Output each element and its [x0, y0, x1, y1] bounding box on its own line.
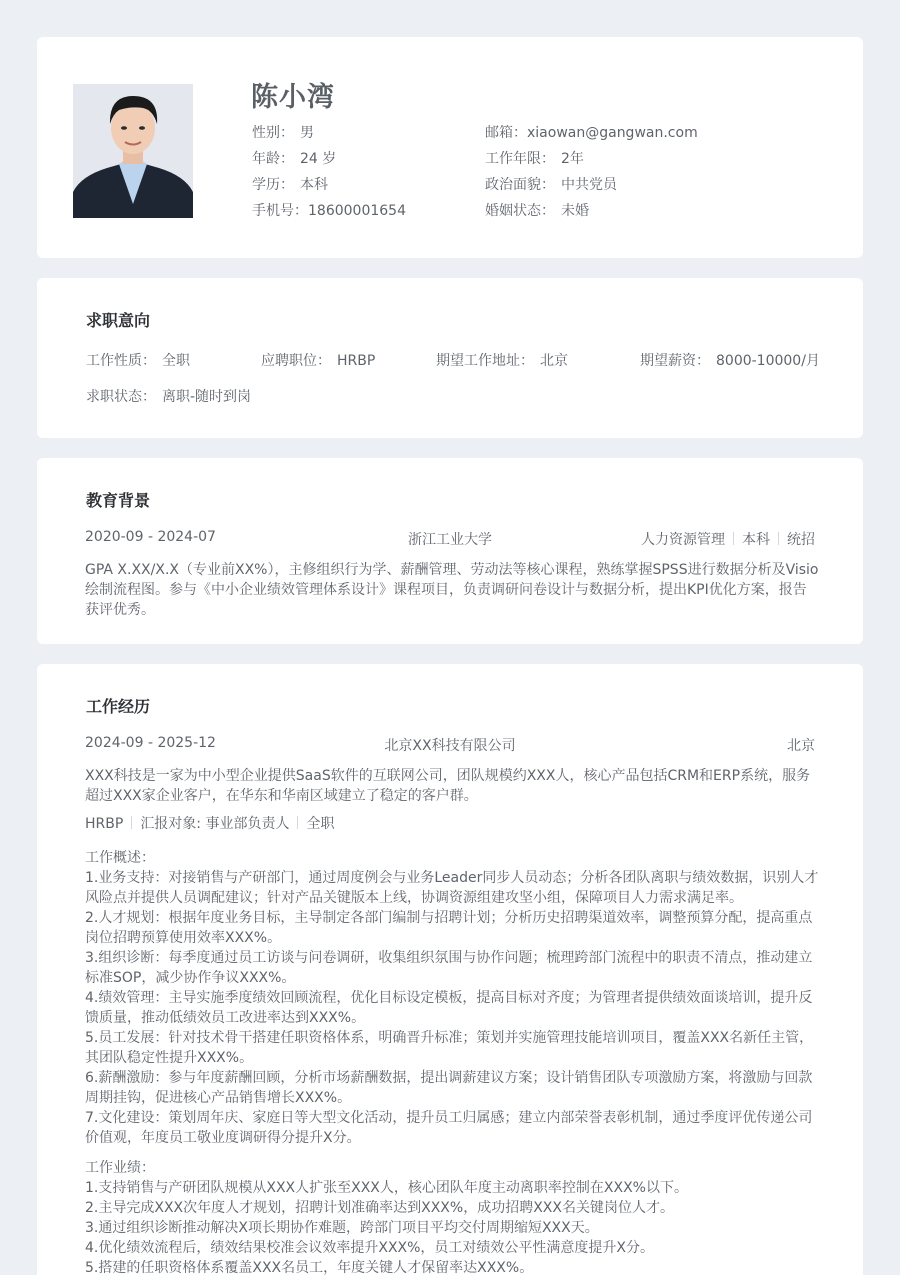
divider	[131, 816, 132, 829]
work-achievement-item: 5.搭建的任职资格体系覆盖XXX名员工，年度关键人才保留率达XXX%。	[85, 1260, 534, 1275]
work-tag-type: 全职	[306, 816, 335, 832]
degree-value: 本科	[300, 177, 328, 193]
age-row	[252, 146, 406, 172]
profile-card	[37, 37, 863, 258]
intent-value: 北京	[540, 353, 568, 369]
work-overview-title: 工作概述：	[85, 850, 155, 866]
education-school: 浙江工业大学	[408, 532, 492, 548]
marital-row	[485, 198, 698, 224]
education-period: 2020-09 - 2024-07	[85, 529, 216, 545]
intent-status	[86, 386, 251, 406]
phone-label: 手机号：	[252, 203, 308, 219]
work-overview-item: 7.文化建设：策划周年庆、家庭日等大型文化活动，提升员工归属感；建立内部荣誉表彰机制，通过季度评优传递公司价值观，年度员工敬业度调研得分提升X分。	[85, 1110, 813, 1146]
work-years-row	[485, 146, 698, 172]
work-overview-item: 6.薪酬激励：参与年度薪酬回顾，分析市场薪酬数据，提出调薪建议方案；设计销售团队专项激励方案，将激励与回款周期挂钩，促进核心产品销售增长XXX%。	[85, 1070, 813, 1106]
email-row	[485, 120, 698, 146]
intent-salary	[640, 350, 820, 370]
degree-label: 学历：	[252, 177, 294, 193]
intent-value: HRBP	[337, 353, 376, 369]
age-value: 24 岁	[300, 151, 337, 167]
divider	[778, 532, 779, 545]
intent-value: 离职-随时到岗	[162, 389, 252, 405]
profile-photo	[73, 84, 193, 218]
education-type: 统招	[787, 532, 815, 548]
work-achievement-item: 4.优化绩效流程后，绩效结果校准会议效率提升XXX%，员工对绩效公平性满意度提升X分。	[85, 1240, 655, 1256]
work-overview-item: 3.组织诊断：每季度通过员工访谈与问卷调研，收集组织氛围与协作问题；梳理跨部门流程中的职责不清点，推动建立标准SOP，减少协作争议XXX%。	[85, 950, 813, 986]
intent-location	[436, 350, 568, 370]
work-header-row	[85, 735, 815, 755]
work-overview	[85, 848, 820, 1148]
intent-value: 全职	[162, 353, 190, 369]
work-achievement-item: 3.通过组织诊断推动解决X项长期协作难题，跨部门项目平均交付周期缩短XXX天。	[85, 1220, 599, 1236]
education-degree: 本科	[742, 532, 770, 548]
education-description: GPA X.XX/X.X（专业前XX%），主修组织行为学、薪酬管理、劳动法等核心课程，熟练掌握SPSS进行数据分析及Visio绘制流程图。参与《中小企业绩效管理体系设计》课程项目，负责调研问卷设计与数据分析，提出KPI优化方案，报告获评优秀。	[85, 562, 819, 618]
gender-value: 男	[300, 125, 314, 141]
work-tags	[85, 813, 334, 833]
job-intent-card	[37, 278, 863, 438]
work-overview-item: 4.绩效管理：主导实施季度绩效回顾流程，优化目标设定模板，提高目标对齐度；为管理者提供绩效面谈培训，提升反馈质量，推动低绩效员工改进率达到XXX%。	[85, 990, 813, 1026]
intent-label: 应聘职位：	[261, 353, 331, 369]
person-photo-icon	[73, 84, 193, 218]
work-overview-item: 5.员工发展：针对技术骨干搭建任职资格体系，明确晋升标准；策划并实施管理技能培训项目，覆盖XXX名新任主管，其团队稳定性提升XXX%。	[85, 1030, 814, 1066]
work-achievements	[85, 1158, 820, 1275]
political-value: 中共党员	[561, 177, 617, 193]
work-achievement-item: 2.主导完成XXX次年度人才规划，招聘计划准确率达到XXX%，成功招聘XXX名关键岗位人才。	[85, 1200, 674, 1216]
divider	[733, 532, 734, 545]
education-major: 人力资源管理	[641, 532, 725, 548]
work-company: 北京XX科技有限公司	[384, 738, 516, 754]
intent-work-type	[86, 350, 190, 370]
intent-label: 期望工作地址：	[436, 353, 534, 369]
divider	[297, 816, 298, 829]
basic-info-left	[252, 120, 406, 224]
work-tag-role: HRBP	[85, 816, 124, 832]
work-city: 北京	[787, 738, 815, 754]
degree-row	[252, 172, 406, 198]
work-experience-card	[37, 664, 863, 1275]
section-title-education: 教育背景	[86, 491, 151, 510]
basic-info-right	[485, 120, 698, 224]
intent-label: 工作性质：	[86, 353, 156, 369]
age-label: 年龄：	[252, 151, 294, 167]
company-intro: XXX科技是一家为中小型企业提供SaaS软件的互联网公司，团队规模约XXX人，核心产品包括CRM和ERP系统，服务超过XXX家企业客户，在华东和华南区域建立了稳定的客户群。	[85, 768, 811, 804]
work-achievements-title: 工作业绩：	[85, 1160, 155, 1176]
education-card	[37, 458, 863, 644]
marital-label: 婚姻状态：	[485, 203, 555, 219]
section-title-intent: 求职意向	[86, 311, 151, 330]
education-meta	[641, 529, 815, 549]
work-period: 2024-09 - 2025-12	[85, 735, 216, 751]
intent-position	[261, 350, 375, 370]
email-label: 邮箱：	[485, 125, 527, 141]
phone-value: 18600001654	[308, 203, 406, 219]
work-achievement-item: 1.支持销售与产研团队规模从XXX人扩张至XXX人，核心团队年度主动离职率控制在XXX%以下。	[85, 1180, 688, 1196]
section-title-work: 工作经历	[86, 697, 151, 716]
intent-value: 8000-10000/月	[716, 353, 820, 369]
work-years-value: 2年	[561, 151, 584, 167]
intent-label: 期望薪资：	[640, 353, 710, 369]
phone-row	[252, 198, 406, 224]
political-label: 政治面貌：	[485, 177, 555, 193]
gender-label: 性别：	[252, 125, 294, 141]
work-years-label: 工作年限：	[485, 151, 555, 167]
email-value[interactable]: xiaowan@gangwan.com	[527, 125, 698, 141]
work-tag-report: 汇报对象: 事业部负责人	[140, 816, 290, 832]
gender-row	[252, 120, 406, 146]
work-overview-item: 2.人才规划：根据年度业务目标，主导制定各部门编制与招聘计划；分析历史招聘渠道效率，调整预算分配，提高重点岗位招聘预算使用效率XXX%。	[85, 910, 813, 946]
political-row	[485, 172, 698, 198]
work-overview-item: 1.业务支持：对接销售与产研部门，通过周度例会与业务Leader同步人员动态；分析各团队离职与绩效数据，识别人才风险点并提供人员调配建议；针对产品关键版本上线，协调资源组建攻坚小组，保障项目人力需求满足率。	[85, 870, 819, 906]
intent-label: 求职状态：	[86, 389, 156, 405]
candidate-name: 陈小湾	[251, 82, 335, 113]
education-header-row	[85, 529, 815, 549]
marital-value: 未婚	[561, 203, 589, 219]
